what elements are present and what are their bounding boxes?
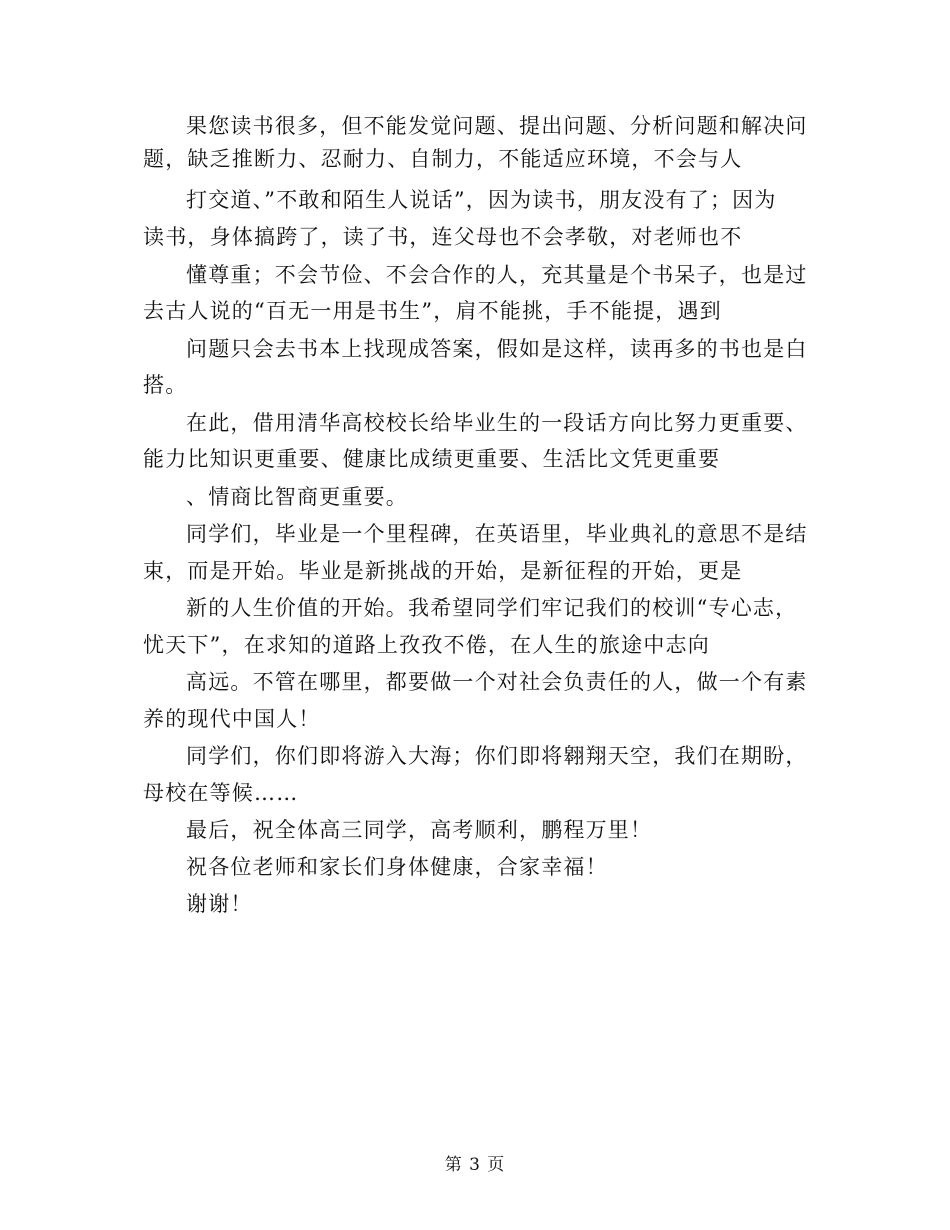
text-line: 读书，身体搞跨了，读了书，连父母也不会孝敬，对老师也不 <box>143 225 743 249</box>
text-line: 忧天下”，在求知的道路上孜孜不倦，在人生的旅途中志向 <box>143 633 710 657</box>
text-line: 题，缺乏推断力、忍耐力、自制力，不能适应环境，不会与人 <box>143 147 743 171</box>
text-line: 同学们，你们即将游入大海；你们即将翱翔天空，我们在期盼， <box>186 744 808 768</box>
text-line: 同学们，毕业是一个里程碑，在英语里，毕业典礼的意思不是结 <box>186 522 808 546</box>
text-line: 养的现代中国人！ <box>143 707 321 731</box>
page-number: 第 3 页 <box>444 1155 506 1175</box>
text-line: 问题只会去书本上找现成答案，假如是这样，读再多的书也是白 <box>186 337 808 361</box>
text-line: 果您读书很多，但不能发觉问题、提出问题、分析问题和解决问 <box>186 114 808 138</box>
text-line: 打交道、”不敢和陌生人说话”，因为读书，朋友没有了；因为 <box>186 188 777 212</box>
text-line: 高远。不管在哪里，都要做一个对社会负责任的人，做一个有素 <box>186 670 808 694</box>
text-line: 新的人生价值的开始。我希望同学们牢记我们的校训“专心志， <box>186 596 798 620</box>
text-line: 懂尊重；不会节俭、不会合作的人，充其量是个书呆子，也是过 <box>186 263 808 287</box>
text-line: 搭。 <box>143 373 188 397</box>
text-line: 、情商比智商更重要。 <box>186 485 408 509</box>
text-line: 祝各位老师和家长们身体健康，合家幸福！ <box>186 855 608 879</box>
text-line: 母校在等候…… <box>143 781 299 805</box>
text-line: 能力比知识更重要、健康比成绩更重要、生活比文凭更重要 <box>143 447 721 471</box>
text-line: 束，而是开始。毕业是新挑战的开始，是新征程的开始，更是 <box>143 559 743 583</box>
text-line: 在此，借用清华高校校长给毕业生的一段话方向比努力更重要、 <box>186 411 808 435</box>
text-line: 谢谢！ <box>186 892 253 916</box>
text-line: 最后，祝全体高三同学，高考顺利，鹏程万里！ <box>186 818 653 842</box>
text-line: 去古人说的“百无一用是书生”，肩不能挑，手不能提，遇到 <box>143 299 722 323</box>
